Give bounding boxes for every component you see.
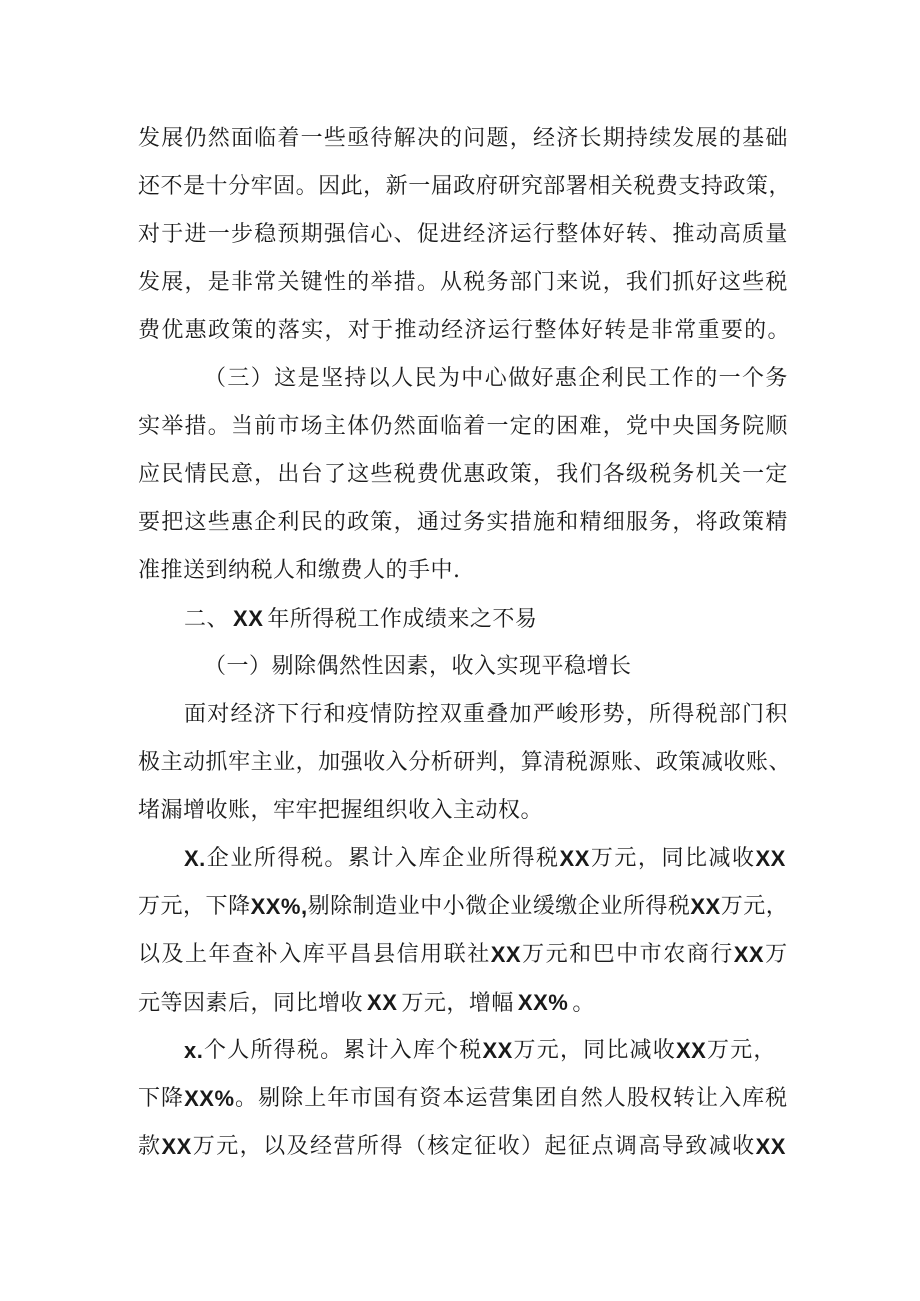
text-line: 元等因素后，同比增收 XX 万元，增幅 XX% 。 (138, 990, 595, 1016)
text-line: 对 于 进 一 步 稳 预 期 强 信 心 、 促 进 经 济 运 行 整 体 好 转 、 推 动 高 质 量 (138, 222, 788, 247)
text-line: 款 XX 万 元 ， 以 及 经 营 所 得 （ 核 定 征 收 ） 起 征 点 调 高 导 致 减 收 XX (138, 1134, 786, 1159)
text-line: 发 展 ， 是 非 常 关 键 性 的 举 措 。 从 税 务 部 门 来 说 ， 我 们 抓 好 这 些 税 (138, 270, 788, 295)
subsection-heading: （一）剔除偶然性因素，收入实现平稳增长 (204, 654, 632, 679)
text-line: 还 不 是 十 分 牢 固 。 因 此 ， 新 一 届 政 府 研 究 部 署 相 关 税 费 支 持 政 策 ， (138, 174, 791, 199)
text-line: X. 企 业 所 得 税 。 累 计 入 库 企 业 所 得 税 XX 万 元 ， 同 比 减 收 XX (184, 846, 786, 871)
text-line: 极 主 动 抓 牢 主 业 ， 加 强 收 入 分 析 研 判 ， 算 清 税 源 账 、 政 策 减 收 账 、 (138, 750, 791, 775)
text-line: 实 举 措 。 当 前 市 场 主 体 仍 然 面 临 着 一 定 的 困 难 ， 党 中 央 国 务 院 顺 (138, 414, 788, 439)
text-line: （ 三 ） 这 是 坚 持 以 人 民 为 中 心 做 好 惠 企 利 民 工 作 的 一 个 务 (204, 366, 788, 391)
text-line: 应 民 情 民 意 ， 出 台 了 这 些 税 费 优 惠 政 策 ， 我 们 各 级 税 务 机 关 一 定 (138, 462, 788, 487)
text-line: 发 展 仍 然 面 临 着 一 些 亟 待 解 决 的 问 题 ， 经 济 长 期 持 续 发 展 的 基 础 (138, 126, 788, 151)
text-line: 面 对 经 济 下 行 和 疫 情 防 控 双 重 叠 加 严 峻 形 势 ， 所 得 税 部 门 积 (184, 702, 788, 727)
text-line: 堵漏增收账，牢牢把握组织收入主动权。 (138, 798, 544, 823)
text-line: 下 降 XX% 。 剔 除 上 年 市 国 有 资 本 运 营 集 团 自 然 人 股 权 转 让 入 库 税 (138, 1086, 788, 1111)
text-line: 准推送到纳税人和缴费人的手中. (138, 558, 461, 583)
text-line: 要 把 这 些 惠 企 利 民 的 政 策 ， 通 过 务 实 措 施 和 精 细 服 务 ， 将 政 策 精 (138, 510, 788, 535)
text-line: 费 优 惠 政 策 的 落 实 ， 对 于 推 动 经 济 运 行 整 体 好 转 是 非 常 重 要 的 。 (138, 318, 790, 343)
text-line: x. 个 人 所 得 税 。 累 计 入 库 个 税 XX 万 元 ， 同 比 减 收 XX 万 元 ， (184, 1038, 776, 1063)
text-line: 万 元 ， 下 降 XX%, 剔 除 制 造 业 中 小 微 企 业 缓 缴 企 业 所 得 税 XX 万 元 ， (138, 894, 789, 919)
text-line: 以 及 上 年 查 补 入 库 平 昌 县 信 用 联 社 XX 万 元 和 巴 中 市 农 商 行 XX 万 (138, 942, 788, 967)
section-heading: 二、 XX 年所得税工作成绩来之不易 (184, 606, 538, 632)
